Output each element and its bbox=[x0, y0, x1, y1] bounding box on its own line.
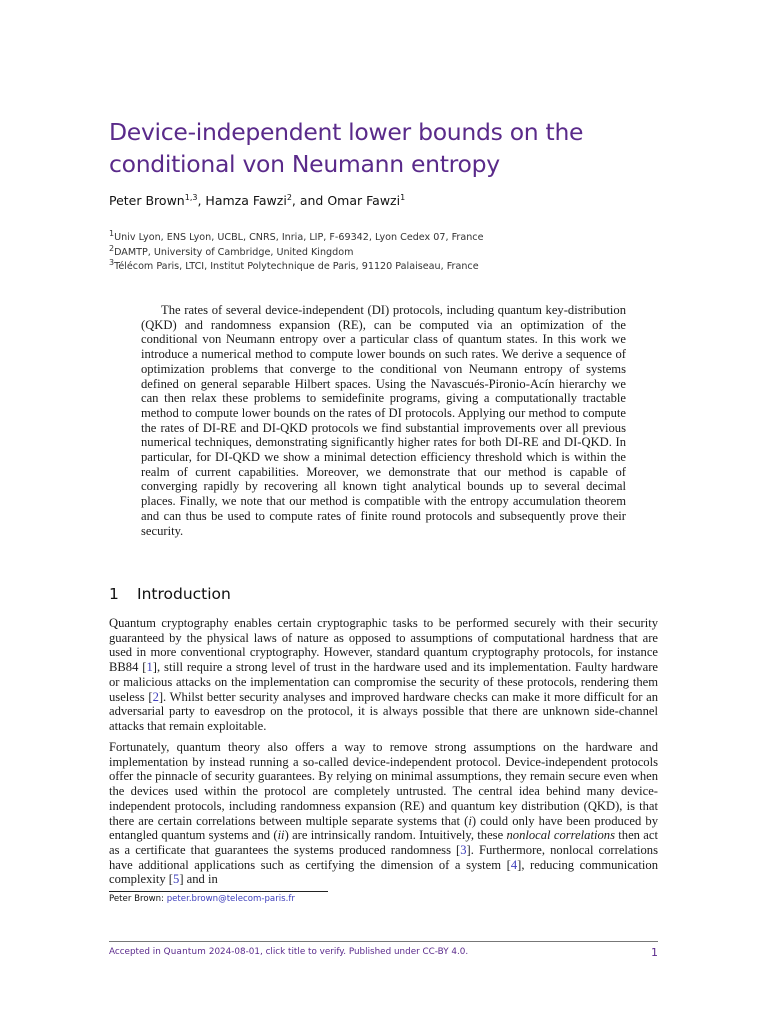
affiliation-number: 2 bbox=[109, 243, 115, 253]
quantum-journal-logo: Quantum bbox=[163, 947, 207, 957]
citation-link[interactable]: 4 bbox=[510, 857, 518, 872]
section-heading bbox=[109, 585, 231, 603]
author-affiliation-mark: 2 bbox=[286, 192, 292, 202]
author-email-link[interactable]: peter.brown@telecom-paris.fr bbox=[166, 894, 295, 904]
enumeration-marker: i bbox=[468, 813, 472, 828]
body-paragraph bbox=[109, 740, 658, 887]
footnote-divider bbox=[109, 891, 328, 892]
footer-notice[interactable] bbox=[109, 947, 468, 957]
footer-accepted-label: Accepted in bbox=[109, 947, 161, 957]
paragraph-text: Quantum cryptography enables certain cryptographic tasks to be performed securely with their security guaranteed by the physical laws of nature as opposed to assumptions of computational hardness that are used in more conventional cryptography. However, standard quantum cryptography protocols, for instance BB84 [ bbox=[109, 616, 658, 675]
paragraph-text: Fortunately, quantum theory also offers a way to remove strong assumptions on the hardware and implementation by instead running a so-called device-independent protocol. Device-independent protocols offer the pinnacle of security guarantees. By relying on minimal assumptions, they remain secure even when the devices used within the protocol are completely untrusted. The central idea behind many device-independent protocols, including randomness expansion (RE) and quantum key distribution (QKD), is that there are certain correlations between multiple separate systems that ( bbox=[109, 740, 658, 828]
body-paragraph bbox=[109, 616, 658, 734]
page-number: 1 bbox=[651, 946, 658, 959]
footer-verification-text: 2024-08-01, click title to verify. Published under CC-BY 4.0. bbox=[208, 947, 469, 957]
affiliation-text: Univ Lyon, ENS Lyon, UCBL, CNRS, Inria, LIP, F-69342, Lyon Cedex 07, France bbox=[114, 232, 484, 243]
footnote bbox=[109, 894, 295, 904]
affiliation-item bbox=[109, 228, 484, 246]
emphasized-term: nonlocal correlations bbox=[506, 828, 615, 843]
citation-link[interactable]: 3 bbox=[460, 842, 467, 857]
affiliation-text: DAMTP, University of Cambridge, United Kingdom bbox=[114, 246, 354, 258]
affiliation-list bbox=[109, 228, 484, 275]
author-list bbox=[109, 193, 405, 208]
paragraph-text: ], still require a strong level of trust in the hardware used and its implementation. Faulty hardware or malicious attacks on the implementation can compromise the security of these protocols, rendering them useless [ bbox=[109, 660, 658, 704]
paragraph-text: then act as a certificate that guarantees the systems produced randomness [ bbox=[109, 828, 658, 857]
paragraph-text: ] and in bbox=[179, 872, 218, 887]
affiliation-item bbox=[109, 257, 483, 275]
affiliation-number: 1 bbox=[109, 228, 115, 238]
section-number: 1 bbox=[109, 585, 119, 603]
author-separator: , bbox=[197, 193, 206, 208]
affiliation-text: Télécom Paris, LTCI, Institut Polytechnique de Paris, 91120 Palaiseau, France bbox=[114, 261, 479, 272]
citation-link[interactable]: 1 bbox=[146, 660, 153, 675]
section-title: Introduction bbox=[137, 585, 231, 603]
citation-link[interactable]: 5 bbox=[173, 872, 180, 887]
affiliation-item bbox=[109, 243, 483, 261]
author-name: Hamza Fawzi bbox=[205, 193, 287, 208]
paragraph-text: ) are intrinsically random. Intuitively, these bbox=[284, 828, 507, 843]
paragraph-text: ]. Whilst better security analyses and improved hardware checks can make it more difficult for an adversarial party to eavesdrop on the protocol, it is always possible that there are unknown side-channel attacks that remain exploitable. bbox=[109, 689, 658, 733]
footnote-label: Peter Brown: bbox=[109, 894, 164, 904]
author-separator: , and bbox=[291, 193, 328, 208]
author-affiliation-mark: 1 bbox=[400, 192, 406, 202]
paper-title[interactable]: Device-independent lower bounds on the conditional von Neumann entropy bbox=[109, 118, 584, 178]
author-affiliation-mark: 1,3 bbox=[184, 192, 198, 202]
paragraph-text: ) could only have been produced by entangled quantum systems and ( bbox=[109, 813, 658, 843]
citation-link[interactable]: 2 bbox=[152, 689, 159, 704]
affiliation-number: 3 bbox=[109, 257, 115, 267]
enumeration-marker: ii bbox=[277, 828, 285, 843]
paragraph-text: ], reducing communication complexity [ bbox=[109, 857, 658, 887]
author-name: Peter Brown bbox=[109, 193, 185, 208]
abstract: The rates of several device-independent (DI) protocols, including quantum key-distribution (QKD) and randomness expansion (RE), can be computed via an optimization of the conditional von Neumann entropy over a particular class of quantum states. In this work we introduce a numerical method to compute lower bounds on such rates. We derive a sequence of optimization problems that converge to the conditional von Neumann entropy of systems defined on general separable Hilbert spaces. Using the Navascués-Pironio-Acín hierarchy we can then relax these problems to semidefinite programs, giving a computationally tractable method to compute lower bounds on the rates of DI protocols. Applying our method to compute the rates of DI-RE and DI-QKD protocols we find substantial improvements over all previous numerical techniques, demonstrating significantly higher rates for both DI-RE and DI-QKD. In particular, for DI-QKD we show a minimal detection efficiency threshold which is within the realm of current capabilities. Moreover, we demonstrate that our method is capable of converging rapidly by recovering all known tight analytical bounds up to several decimal places. Finally, we note that our method is compatible with the entropy accumulation theorem and can thus be used to compute rates of finite round protocols and subsequently prove their security. bbox=[141, 303, 626, 538]
author-name: Omar Fawzi bbox=[327, 193, 401, 208]
footer-divider bbox=[109, 941, 658, 942]
paragraph-text: ]. Furthermore, nonlocal correlations have additional applications such as certifying the dimension of a system [ bbox=[109, 842, 658, 872]
